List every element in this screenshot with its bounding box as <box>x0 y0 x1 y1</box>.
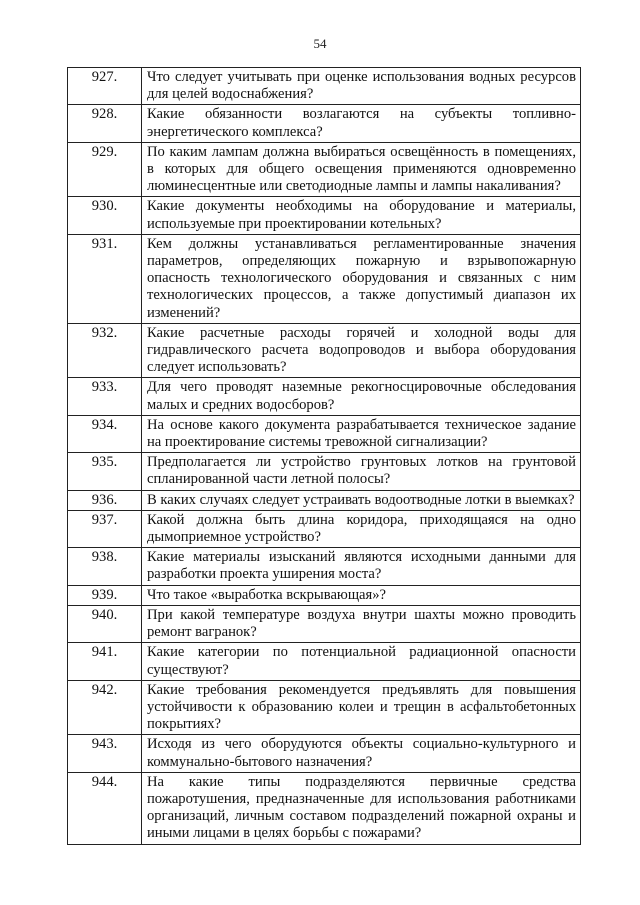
question-number: 929. <box>68 142 142 197</box>
question-text: Какие категории по потенциальной радиационной опасности существуют? <box>142 643 581 680</box>
table-row <box>68 105 581 142</box>
question-text: Что такое «выработка вскрывающая»? <box>142 585 581 605</box>
question-text: Какие материалы изысканий являются исходными данными для разработки проекта уширения моста? <box>142 548 581 585</box>
table-row <box>68 510 581 547</box>
questions-table-body <box>68 68 581 845</box>
table-row <box>68 490 581 510</box>
table-row <box>68 548 581 585</box>
page-number: 54 <box>313 36 327 51</box>
question-number: 937. <box>68 510 142 547</box>
question-number: 931. <box>68 234 142 323</box>
question-number: 934. <box>68 415 142 452</box>
question-number: 940. <box>68 605 142 642</box>
question-text: В каких случаях следует устраивать водоотводные лотки в выемках? <box>142 490 581 510</box>
table-row <box>68 605 581 642</box>
question-number: 941. <box>68 643 142 680</box>
table-row <box>68 735 581 772</box>
question-number: 939. <box>68 585 142 605</box>
question-text: Какие обязанности возлагаются на субъекты топливно-энергетического комплекса? <box>142 105 581 142</box>
question-text: Предполагается ли устройство грунтовых лотков на грунтовой спланированной части летной полосы? <box>142 453 581 490</box>
table-row <box>68 323 581 378</box>
question-text: Какие требования рекомендуется предъявлять для повышения устойчивости к образованию колеи и трещин в асфальтобетонных покрытиях? <box>142 680 581 735</box>
question-text: На какие типы подразделяются первичные средства пожаротушения, предназначенные для использования работниками организаций, личным составом подразделений пожарной охраны и иными лицами в целях борьбы с пожарами? <box>142 772 581 844</box>
question-text: По каким лампам должна выбираться освещённость в помещениях, в которых для общего освещения применяются одновременно люминесцентные или светодиодные лампы и лампы накаливания? <box>142 142 581 197</box>
question-number: 943. <box>68 735 142 772</box>
table-row <box>68 680 581 735</box>
question-text: Что следует учитывать при оценке использования водных ресурсов для целей водоснабжения? <box>142 68 581 105</box>
table-row <box>68 378 581 415</box>
question-number: 938. <box>68 548 142 585</box>
question-text: Для чего проводят наземные рекогносцировочные обследования малых и средних водосборов? <box>142 378 581 415</box>
table-row <box>68 585 581 605</box>
question-number: 927. <box>68 68 142 105</box>
question-number: 935. <box>68 453 142 490</box>
question-text: Какие документы необходимы на оборудование и материалы, используемые при проектировании котельных? <box>142 197 581 234</box>
question-number: 930. <box>68 197 142 234</box>
table-row <box>68 68 581 105</box>
question-text: Кем должны устанавливаться регламентированные значения параметров, определяющих пожарную и взрывопожарную опасность технологического оборудования и связанных с ним технологических процессов, а также допустимый диапазон их изменений? <box>142 234 581 323</box>
table-row <box>68 142 581 197</box>
question-text: Исходя из чего оборудуются объекты социально-культурного и коммунально-бытового назначения? <box>142 735 581 772</box>
table-row <box>68 234 581 323</box>
question-number: 933. <box>68 378 142 415</box>
question-number: 944. <box>68 772 142 844</box>
question-number: 928. <box>68 105 142 142</box>
question-text: При какой температуре воздуха внутри шахты можно проводить ремонт вагранок? <box>142 605 581 642</box>
table-row <box>68 453 581 490</box>
question-number: 932. <box>68 323 142 378</box>
table-row <box>68 772 581 844</box>
question-number: 936. <box>68 490 142 510</box>
question-number: 942. <box>68 680 142 735</box>
question-text: Какие расчетные расходы горячей и холодной воды для гидравлического расчета водопроводов и выбора оборудования следует использовать? <box>142 323 581 378</box>
table-row <box>68 415 581 452</box>
table-row <box>68 197 581 234</box>
questions-table <box>67 67 581 845</box>
question-text: Какой должна быть длина коридора, приходящаяся на одно дымоприемное устройство? <box>142 510 581 547</box>
question-text: На основе какого документа разрабатывается техническое задание на проектирование системы тревожной сигнализации? <box>142 415 581 452</box>
table-row <box>68 643 581 680</box>
